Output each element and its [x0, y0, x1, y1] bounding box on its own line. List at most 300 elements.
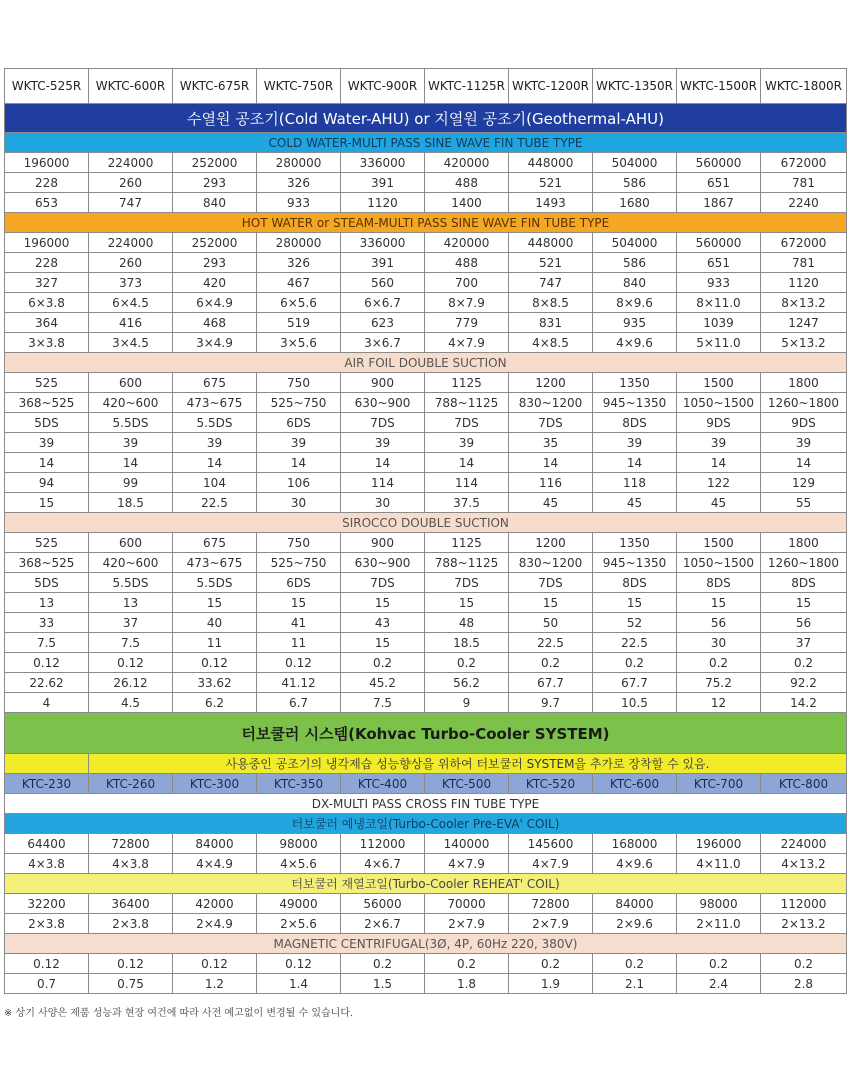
table-cell: 22.5: [509, 633, 593, 653]
table-cell: 747: [89, 193, 173, 213]
table-cell: 7.5: [5, 633, 89, 653]
table-cell: 5×13.2: [761, 333, 847, 353]
table-cell: 6DS: [257, 413, 341, 433]
table-cell: 72800: [509, 894, 593, 914]
table-cell: 7DS: [509, 573, 593, 593]
table-cell: 1200: [509, 373, 593, 393]
table-cell: 933: [257, 193, 341, 213]
table-cell: 0.12: [5, 653, 89, 673]
table-row: [5, 633, 847, 653]
table-cell: 11: [257, 633, 341, 653]
table-cell: 42000: [173, 894, 257, 914]
table-cell: 116: [509, 473, 593, 493]
table-cell: 1680: [593, 193, 677, 213]
table-cell: 4×6.7: [341, 854, 425, 874]
table-cell: 1493: [509, 193, 593, 213]
table-cell: 420~600: [89, 393, 173, 413]
table-cell: 67.7: [593, 673, 677, 693]
table-row: [5, 914, 847, 934]
table-cell: 9.7: [509, 693, 593, 713]
table-row: [5, 293, 847, 313]
table-cell: 6×6.7: [341, 293, 425, 313]
table-cell: 39: [677, 433, 761, 453]
table-cell: 5.5DS: [89, 573, 173, 593]
table-cell: 586: [593, 253, 677, 273]
table-cell: 50: [509, 613, 593, 633]
table-cell: 7DS: [425, 573, 509, 593]
table-cell: 22.5: [173, 493, 257, 513]
table-cell: 72800: [89, 834, 173, 854]
section-header-row: [5, 513, 847, 533]
table-cell: 779: [425, 313, 509, 333]
table-cell: 15: [509, 593, 593, 613]
table-cell: 653: [5, 193, 89, 213]
table-cell: 22.5: [593, 633, 677, 653]
table-cell: 623: [341, 313, 425, 333]
table-cell: 630~900: [341, 553, 425, 573]
table-cell: 4×7.9: [425, 854, 509, 874]
table-row: [5, 533, 847, 553]
table-cell: 122: [677, 473, 761, 493]
turbo-model-row: [5, 774, 847, 794]
table-row: [5, 253, 847, 273]
table-cell: 4×9.6: [593, 854, 677, 874]
table-cell: 228: [5, 253, 89, 273]
table-cell: 0.7: [5, 974, 89, 994]
table-cell: 9DS: [677, 413, 761, 433]
table-cell: 252000: [173, 233, 257, 253]
table-cell: 1.9: [509, 974, 593, 994]
table-row: [5, 233, 847, 253]
table-cell: 12: [677, 693, 761, 713]
spec-table-container: [4, 68, 846, 994]
table-cell: 6DS: [257, 573, 341, 593]
table-cell: 98000: [677, 894, 761, 914]
table-cell: 3×4.5: [89, 333, 173, 353]
table-cell: 8×9.6: [593, 293, 677, 313]
table-cell: 900: [341, 373, 425, 393]
table-cell: 1350: [593, 373, 677, 393]
table-cell: 1039: [677, 313, 761, 333]
table-cell: 420000: [425, 233, 509, 253]
table-cell: 7DS: [341, 413, 425, 433]
table-cell: 98000: [257, 834, 341, 854]
table-cell: 2×3.8: [89, 914, 173, 934]
table-cell: 364: [5, 313, 89, 333]
table-cell: 3×4.9: [173, 333, 257, 353]
table-cell: 37: [89, 613, 173, 633]
table-row: [5, 894, 847, 914]
model-cell: KTC-260: [89, 774, 173, 794]
table-cell: 15: [341, 593, 425, 613]
table-row: [5, 173, 847, 193]
table-cell: 0.2: [593, 653, 677, 673]
table-cell: 1800: [761, 373, 847, 393]
model-header-cell: WKTC-1125R: [425, 69, 509, 104]
table-cell: 118: [593, 473, 677, 493]
table-row: [5, 573, 847, 593]
table-cell: 33: [5, 613, 89, 633]
model-header-cell: WKTC-1500R: [677, 69, 761, 104]
table-cell: 2×11.0: [677, 914, 761, 934]
table-cell: 4×11.0: [677, 854, 761, 874]
table-cell: 8DS: [761, 573, 847, 593]
table-cell: 0.12: [89, 653, 173, 673]
table-cell: 0.2: [341, 653, 425, 673]
table-cell: 5DS: [5, 573, 89, 593]
table-cell: 35: [509, 433, 593, 453]
table-cell: 8DS: [677, 573, 761, 593]
table-row: [5, 433, 847, 453]
footnote: ※ 상기 사양은 제품 성능과 현장 여건에 따라 사전 예고없이 변경될 수 있습니다.: [4, 1008, 354, 1019]
table-cell: 651: [677, 173, 761, 193]
table-cell: 788~1125: [425, 393, 509, 413]
table-cell: 5×11.0: [677, 333, 761, 353]
table-cell: 45: [509, 493, 593, 513]
table-cell: 129: [761, 473, 847, 493]
table-cell: 0.2: [761, 653, 847, 673]
table-cell: 935: [593, 313, 677, 333]
table-cell: 327: [5, 273, 89, 293]
table-cell: 280000: [257, 233, 341, 253]
table-cell: 420000: [425, 153, 509, 173]
table-cell: 788~1125: [425, 553, 509, 573]
table-cell: 14: [425, 453, 509, 473]
table-cell: 52: [593, 613, 677, 633]
table-cell: 0.2: [593, 954, 677, 974]
table-cell: 781: [761, 173, 847, 193]
table-cell: 2.1: [593, 974, 677, 994]
table-cell: 49000: [257, 894, 341, 914]
table-row: [5, 313, 847, 333]
table-cell: 830~1200: [509, 553, 593, 573]
table-cell: 145600: [509, 834, 593, 854]
table-cell: 0.2: [677, 653, 761, 673]
table-cell: 4×7.9: [509, 854, 593, 874]
table-cell: 33.62: [173, 673, 257, 693]
table-cell: 6×4.9: [173, 293, 257, 313]
table-cell: 15: [761, 593, 847, 613]
table-cell: 416: [89, 313, 173, 333]
table-cell: 1125: [425, 373, 509, 393]
table-cell: 18.5: [425, 633, 509, 653]
table-cell: 5.5DS: [173, 573, 257, 593]
table-cell: 326: [257, 253, 341, 273]
table-cell: 0.2: [341, 954, 425, 974]
table-cell: 14: [173, 453, 257, 473]
table-cell: 0.2: [677, 954, 761, 974]
section-header-row: [5, 133, 847, 153]
table-cell: 560000: [677, 153, 761, 173]
table-cell: 18.5: [89, 493, 173, 513]
table-cell: 840: [593, 273, 677, 293]
table-cell: 48: [425, 613, 509, 633]
note-spacer: [5, 754, 89, 774]
table-cell: 1120: [341, 193, 425, 213]
table-row: [5, 393, 847, 413]
table-cell: 14: [761, 453, 847, 473]
table-cell: 6.2: [173, 693, 257, 713]
table-cell: 672000: [761, 233, 847, 253]
table-cell: 336000: [341, 233, 425, 253]
table-cell: 747: [509, 273, 593, 293]
table-row: [5, 453, 847, 473]
table-cell: 448000: [509, 153, 593, 173]
table-cell: 368~525: [5, 393, 89, 413]
table-cell: 4×3.8: [89, 854, 173, 874]
table-cell: 5.5DS: [173, 413, 257, 433]
table-cell: 293: [173, 253, 257, 273]
table-cell: 781: [761, 253, 847, 273]
table-cell: 448000: [509, 233, 593, 253]
table-cell: 37: [761, 633, 847, 653]
table-cell: 525~750: [257, 553, 341, 573]
table-cell: 22.62: [5, 673, 89, 693]
section-header: COLD WATER-MULTI PASS SINE WAVE FIN TUBE TYPE: [5, 133, 847, 153]
table-cell: 224000: [89, 233, 173, 253]
table-cell: 14: [593, 453, 677, 473]
table-cell: 0.2: [425, 954, 509, 974]
model-cell: KTC-230: [5, 774, 89, 794]
table-cell: 11: [173, 633, 257, 653]
table-cell: 56: [761, 613, 847, 633]
table-cell: 280000: [257, 153, 341, 173]
table-row: [5, 473, 847, 493]
table-cell: 4×3.8: [5, 854, 89, 874]
table-cell: 519: [257, 313, 341, 333]
table-cell: 750: [257, 373, 341, 393]
table-row: [5, 834, 847, 854]
table-cell: 2×7.9: [509, 914, 593, 934]
table-cell: 2×13.2: [761, 914, 847, 934]
model-cell: KTC-600: [593, 774, 677, 794]
table-cell: 196000: [677, 834, 761, 854]
table-cell: 56: [677, 613, 761, 633]
table-cell: 84000: [173, 834, 257, 854]
table-cell: 1350: [593, 533, 677, 553]
table-cell: 1500: [677, 533, 761, 553]
table-cell: 840: [173, 193, 257, 213]
model-header-cell: WKTC-525R: [5, 69, 89, 104]
table-cell: 0.12: [257, 954, 341, 974]
table-cell: 168000: [593, 834, 677, 854]
table-cell: 0.2: [761, 954, 847, 974]
table-cell: 228: [5, 173, 89, 193]
table-cell: 600: [89, 533, 173, 553]
table-cell: 40: [173, 613, 257, 633]
table-cell: 525: [5, 533, 89, 553]
table-cell: 560: [341, 273, 425, 293]
table-cell: 672000: [761, 153, 847, 173]
table-cell: 488: [425, 173, 509, 193]
model-cell: KTC-500: [425, 774, 509, 794]
table-row: [5, 673, 847, 693]
table-cell: 1125: [425, 533, 509, 553]
table-row: [5, 333, 847, 353]
table-cell: 224000: [89, 153, 173, 173]
table-cell: 630~900: [341, 393, 425, 413]
table-cell: 75.2: [677, 673, 761, 693]
table-cell: 488: [425, 253, 509, 273]
model-cell: KTC-520: [509, 774, 593, 794]
section-header: SIROCCO DOUBLE SUCTION: [5, 513, 847, 533]
table-row: [5, 493, 847, 513]
table-cell: 0.12: [5, 954, 89, 974]
table-cell: 41.12: [257, 673, 341, 693]
table-row: [5, 653, 847, 673]
table-cell: 1260~1800: [761, 553, 847, 573]
table-cell: 0.12: [173, 954, 257, 974]
table-cell: 420: [173, 273, 257, 293]
table-cell: 140000: [425, 834, 509, 854]
model-header-cell: WKTC-1350R: [593, 69, 677, 104]
table-row: [5, 974, 847, 994]
table-cell: 373: [89, 273, 173, 293]
spec-table: [4, 68, 847, 994]
section-header: 터보쿨러 예냉코일(Turbo-Cooler Pre-EVA' COIL): [5, 814, 847, 834]
section-header-row: [5, 874, 847, 894]
table-cell: 4: [5, 693, 89, 713]
table-cell: 521: [509, 253, 593, 273]
table-cell: 6.7: [257, 693, 341, 713]
table-cell: 4×13.2: [761, 854, 847, 874]
table-cell: 8×13.2: [761, 293, 847, 313]
table-cell: 4×4.9: [173, 854, 257, 874]
table-cell: 4×8.5: [509, 333, 593, 353]
table-cell: 6×3.8: [5, 293, 89, 313]
table-cell: 7DS: [509, 413, 593, 433]
table-cell: 391: [341, 173, 425, 193]
table-cell: 3×3.8: [5, 333, 89, 353]
table-cell: 14: [509, 453, 593, 473]
section-header: 터보쿨러 재열코일(Turbo-Cooler REHEAT' COIL): [5, 874, 847, 894]
model-header-cell: WKTC-1800R: [761, 69, 847, 104]
table-cell: 15: [341, 633, 425, 653]
table-cell: 830~1200: [509, 393, 593, 413]
table-cell: 2×9.6: [593, 914, 677, 934]
table-cell: 7.5: [341, 693, 425, 713]
table-cell: 2.8: [761, 974, 847, 994]
table-cell: 468: [173, 313, 257, 333]
table-cell: 525~750: [257, 393, 341, 413]
table-cell: 933: [677, 273, 761, 293]
table-cell: 14: [257, 453, 341, 473]
table-cell: 2.4: [677, 974, 761, 994]
table-cell: 252000: [173, 153, 257, 173]
table-cell: 1867: [677, 193, 761, 213]
table-cell: 70000: [425, 894, 509, 914]
table-cell: 39: [761, 433, 847, 453]
table-cell: 521: [509, 173, 593, 193]
model-cell: KTC-700: [677, 774, 761, 794]
model-header-cell: WKTC-600R: [89, 69, 173, 104]
table-cell: 473~675: [173, 553, 257, 573]
model-cell: KTC-400: [341, 774, 425, 794]
table-cell: 114: [341, 473, 425, 493]
table-cell: 36400: [89, 894, 173, 914]
table-cell: 391: [341, 253, 425, 273]
table-cell: 32200: [5, 894, 89, 914]
section-header: 터보쿨러 시스템(Kohvac Turbo-Cooler SYSTEM): [5, 713, 847, 754]
model-header-row: [5, 69, 847, 104]
table-cell: 0.12: [257, 653, 341, 673]
table-cell: 260: [89, 173, 173, 193]
table-cell: 7.5: [89, 633, 173, 653]
table-row: [5, 413, 847, 433]
table-cell: 0.12: [89, 954, 173, 974]
table-row: [5, 273, 847, 293]
table-cell: 45: [677, 493, 761, 513]
table-cell: 560000: [677, 233, 761, 253]
table-cell: 45: [593, 493, 677, 513]
table-cell: 104: [173, 473, 257, 493]
table-cell: 2240: [761, 193, 847, 213]
table-cell: 224000: [761, 834, 847, 854]
table-cell: 1.8: [425, 974, 509, 994]
table-cell: 106: [257, 473, 341, 493]
table-cell: 13: [5, 593, 89, 613]
table-cell: 56000: [341, 894, 425, 914]
section-header-row: [5, 814, 847, 834]
table-cell: 4×9.6: [593, 333, 677, 353]
table-cell: 504000: [593, 153, 677, 173]
table-cell: 7DS: [341, 573, 425, 593]
table-cell: 4×7.9: [425, 333, 509, 353]
model-header-cell: WKTC-750R: [257, 69, 341, 104]
section-header: 수열원 공조기(Cold Water-AHU) or 지열원 공조기(Geothermal-AHU): [5, 104, 847, 133]
note-row: [5, 754, 847, 774]
table-cell: 10.5: [593, 693, 677, 713]
table-cell: 1050~1500: [677, 553, 761, 573]
table-cell: 13: [89, 593, 173, 613]
note-text: 사용중인 공조기의 냉각제습 성능향상을 위하여 터보쿨러 SYSTEM을 추가로 장착할 수 있음.: [89, 754, 847, 774]
table-cell: 30: [677, 633, 761, 653]
table-row: [5, 954, 847, 974]
table-cell: 15: [257, 593, 341, 613]
table-cell: 15: [173, 593, 257, 613]
table-cell: 467: [257, 273, 341, 293]
table-cell: 675: [173, 373, 257, 393]
table-cell: 2×4.9: [173, 914, 257, 934]
table-cell: 30: [257, 493, 341, 513]
table-cell: 1200: [509, 533, 593, 553]
section-header: AIR FOIL DOUBLE SUCTION: [5, 353, 847, 373]
table-cell: 45.2: [341, 673, 425, 693]
table-cell: 8DS: [593, 413, 677, 433]
table-cell: 525: [5, 373, 89, 393]
table-cell: 1400: [425, 193, 509, 213]
table-cell: 56.2: [425, 673, 509, 693]
table-cell: 293: [173, 173, 257, 193]
table-cell: 196000: [5, 233, 89, 253]
model-header-cell: WKTC-900R: [341, 69, 425, 104]
table-cell: 368~525: [5, 553, 89, 573]
table-cell: 84000: [593, 894, 677, 914]
table-cell: 750: [257, 533, 341, 553]
table-cell: 5.5DS: [89, 413, 173, 433]
section-header-row: [5, 213, 847, 233]
table-cell: 0.75: [89, 974, 173, 994]
table-cell: 39: [89, 433, 173, 453]
table-cell: 14: [341, 453, 425, 473]
table-cell: 2×7.9: [425, 914, 509, 934]
table-cell: 1260~1800: [761, 393, 847, 413]
section-header-row: [5, 934, 847, 954]
table-cell: 14: [677, 453, 761, 473]
table-cell: 3×5.6: [257, 333, 341, 353]
model-cell: KTC-300: [173, 774, 257, 794]
table-cell: 1.5: [341, 974, 425, 994]
